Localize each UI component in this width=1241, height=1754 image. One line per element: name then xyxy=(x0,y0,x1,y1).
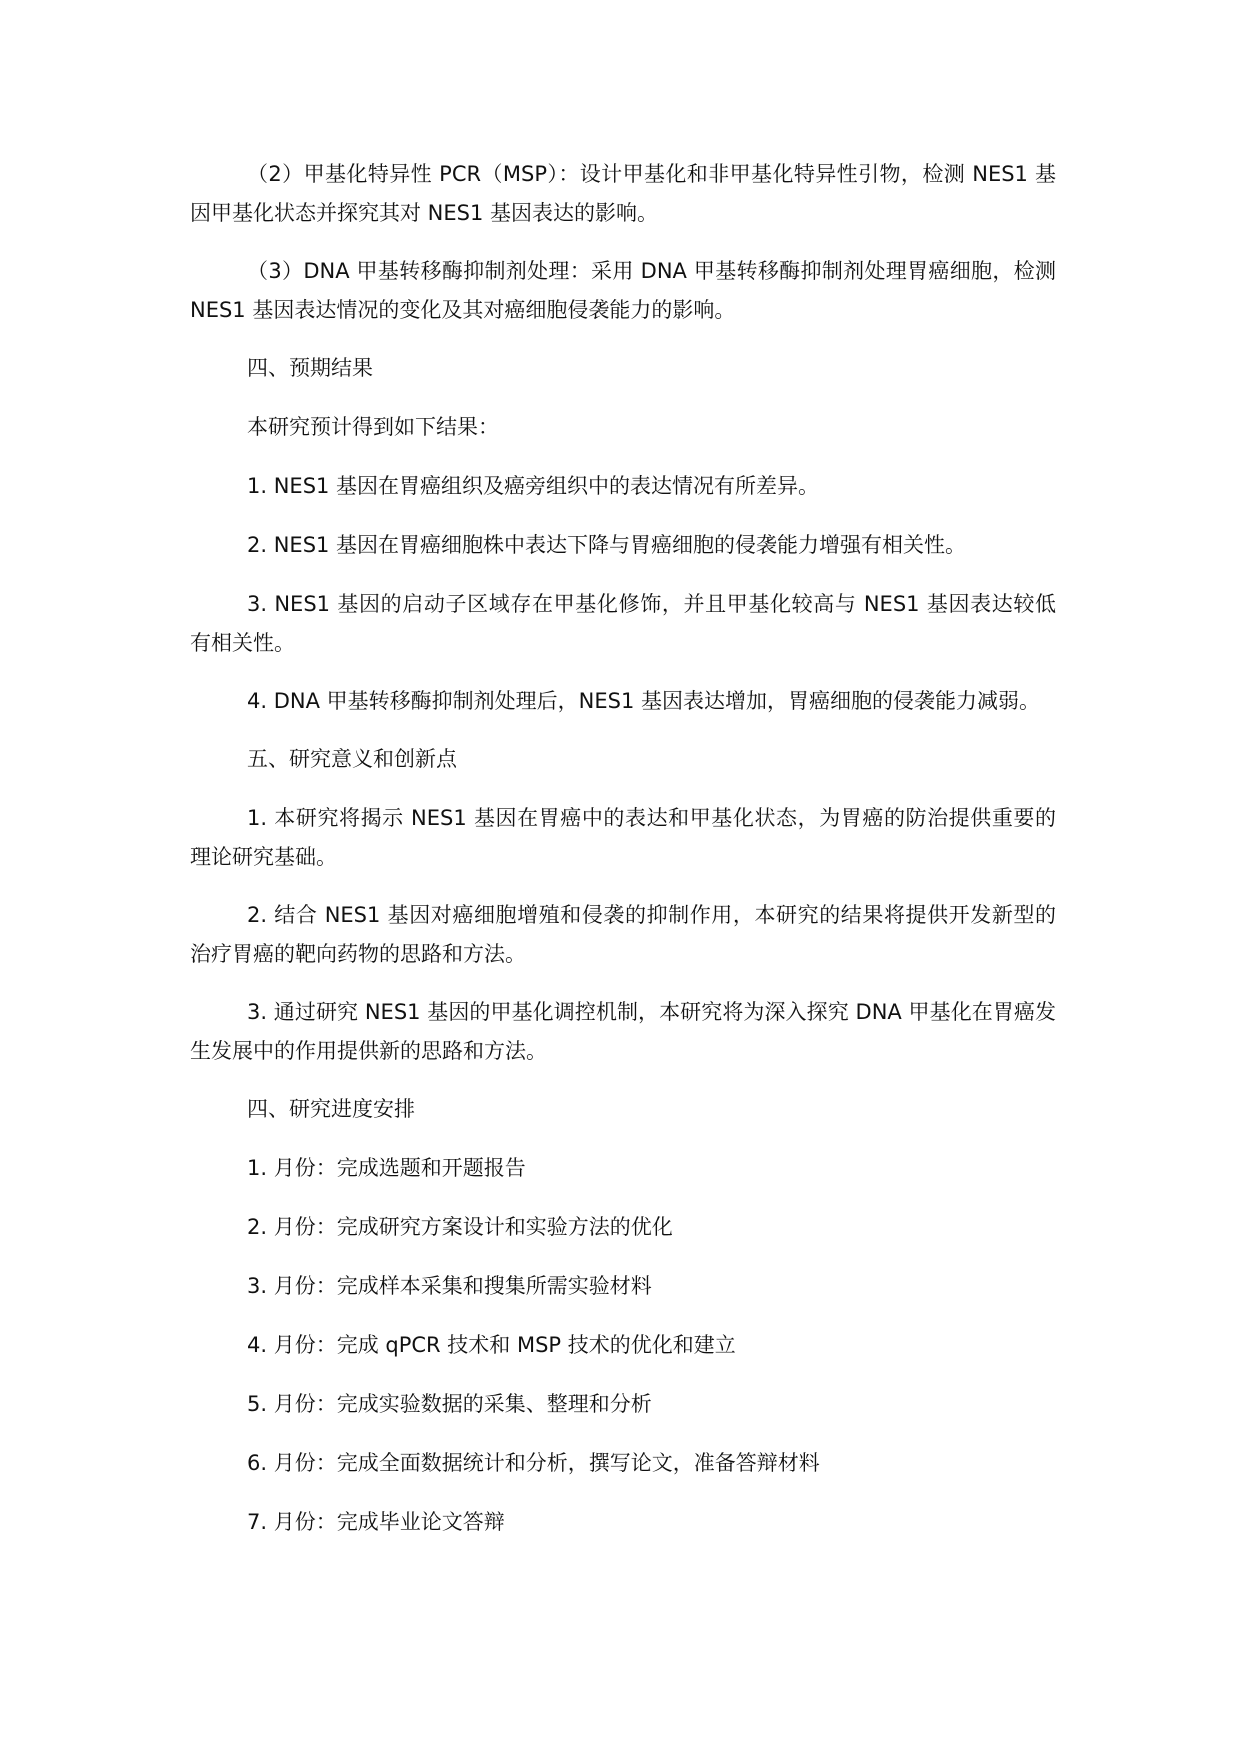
expected-result-item-3: 3. NES1 基因的启动子区域存在甲基化修饰，并且甲基化较高与 NES1 基因表达较低有相关性。 xyxy=(190,592,1056,655)
schedule-item-2: 2. 月份：完成研究方案设计和实验方法的优化 xyxy=(247,1215,673,1239)
significance-item-1: 1. 本研究将揭示 NES1 基因在胃癌中的表达和甲基化状态，为胃癌的防治提供重要的理论研究基础。 xyxy=(190,806,1056,869)
document-body xyxy=(190,155,1056,1562)
significance-item-2: 2. 结合 NES1 基因对癌细胞增殖和侵袭的抑制作用，本研究的结果将提供开发新型的治疗胃癌的靶向药物的思路和方法。 xyxy=(190,903,1056,966)
paragraph-msp-method: （2）甲基化特异性 PCR（MSP）：设计甲基化和非甲基化特异性引物，检测 NES1 基因甲基化状态并探究其对 NES1 基因表达的影响。 xyxy=(190,162,1056,225)
section-heading-schedule: 四、研究进度安排 xyxy=(247,1097,415,1121)
schedule-item-5: 5. 月份：完成实验数据的采集、整理和分析 xyxy=(247,1392,652,1416)
expected-result-item-2: 2. NES1 基因在胃癌细胞株中表达下降与胃癌细胞的侵袭能力增强有相关性。 xyxy=(247,533,967,557)
schedule-item-1: 1. 月份：完成选题和开题报告 xyxy=(247,1156,526,1180)
schedule-item-6: 6. 月份：完成全面数据统计和分析，撰写论文，准备答辩材料 xyxy=(247,1451,820,1475)
paragraph-expected-intro: 本研究预计得到如下结果： xyxy=(247,415,499,439)
schedule-item-7: 7. 月份：完成毕业论文答辩 xyxy=(247,1510,505,1534)
schedule-item-4: 4. 月份：完成 qPCR 技术和 MSP 技术的优化和建立 xyxy=(247,1333,736,1357)
expected-result-item-4: 4. DNA 甲基转移酶抑制剂处理后，NES1 基因表达增加，胃癌细胞的侵袭能力减弱。 xyxy=(247,689,1040,713)
expected-result-item-1: 1. NES1 基因在胃癌组织及癌旁组织中的表达情况有所差异。 xyxy=(247,474,820,498)
schedule-item-3: 3. 月份：完成样本采集和搜集所需实验材料 xyxy=(247,1274,652,1298)
section-heading-significance: 五、研究意义和创新点 xyxy=(247,747,457,771)
paragraph-dnmt-inhibitor-method: （3）DNA 甲基转移酶抑制剂处理：采用 DNA 甲基转移酶抑制剂处理胃癌细胞，检测 NES1 基因表达情况的变化及其对癌细胞侵袭能力的影响。 xyxy=(190,259,1056,322)
section-heading-expected-results: 四、预期结果 xyxy=(247,356,373,380)
significance-item-3: 3. 通过研究 NES1 基因的甲基化调控机制，本研究将为深入探究 DNA 甲基化在胃癌发生发展中的作用提供新的思路和方法。 xyxy=(190,1000,1056,1063)
